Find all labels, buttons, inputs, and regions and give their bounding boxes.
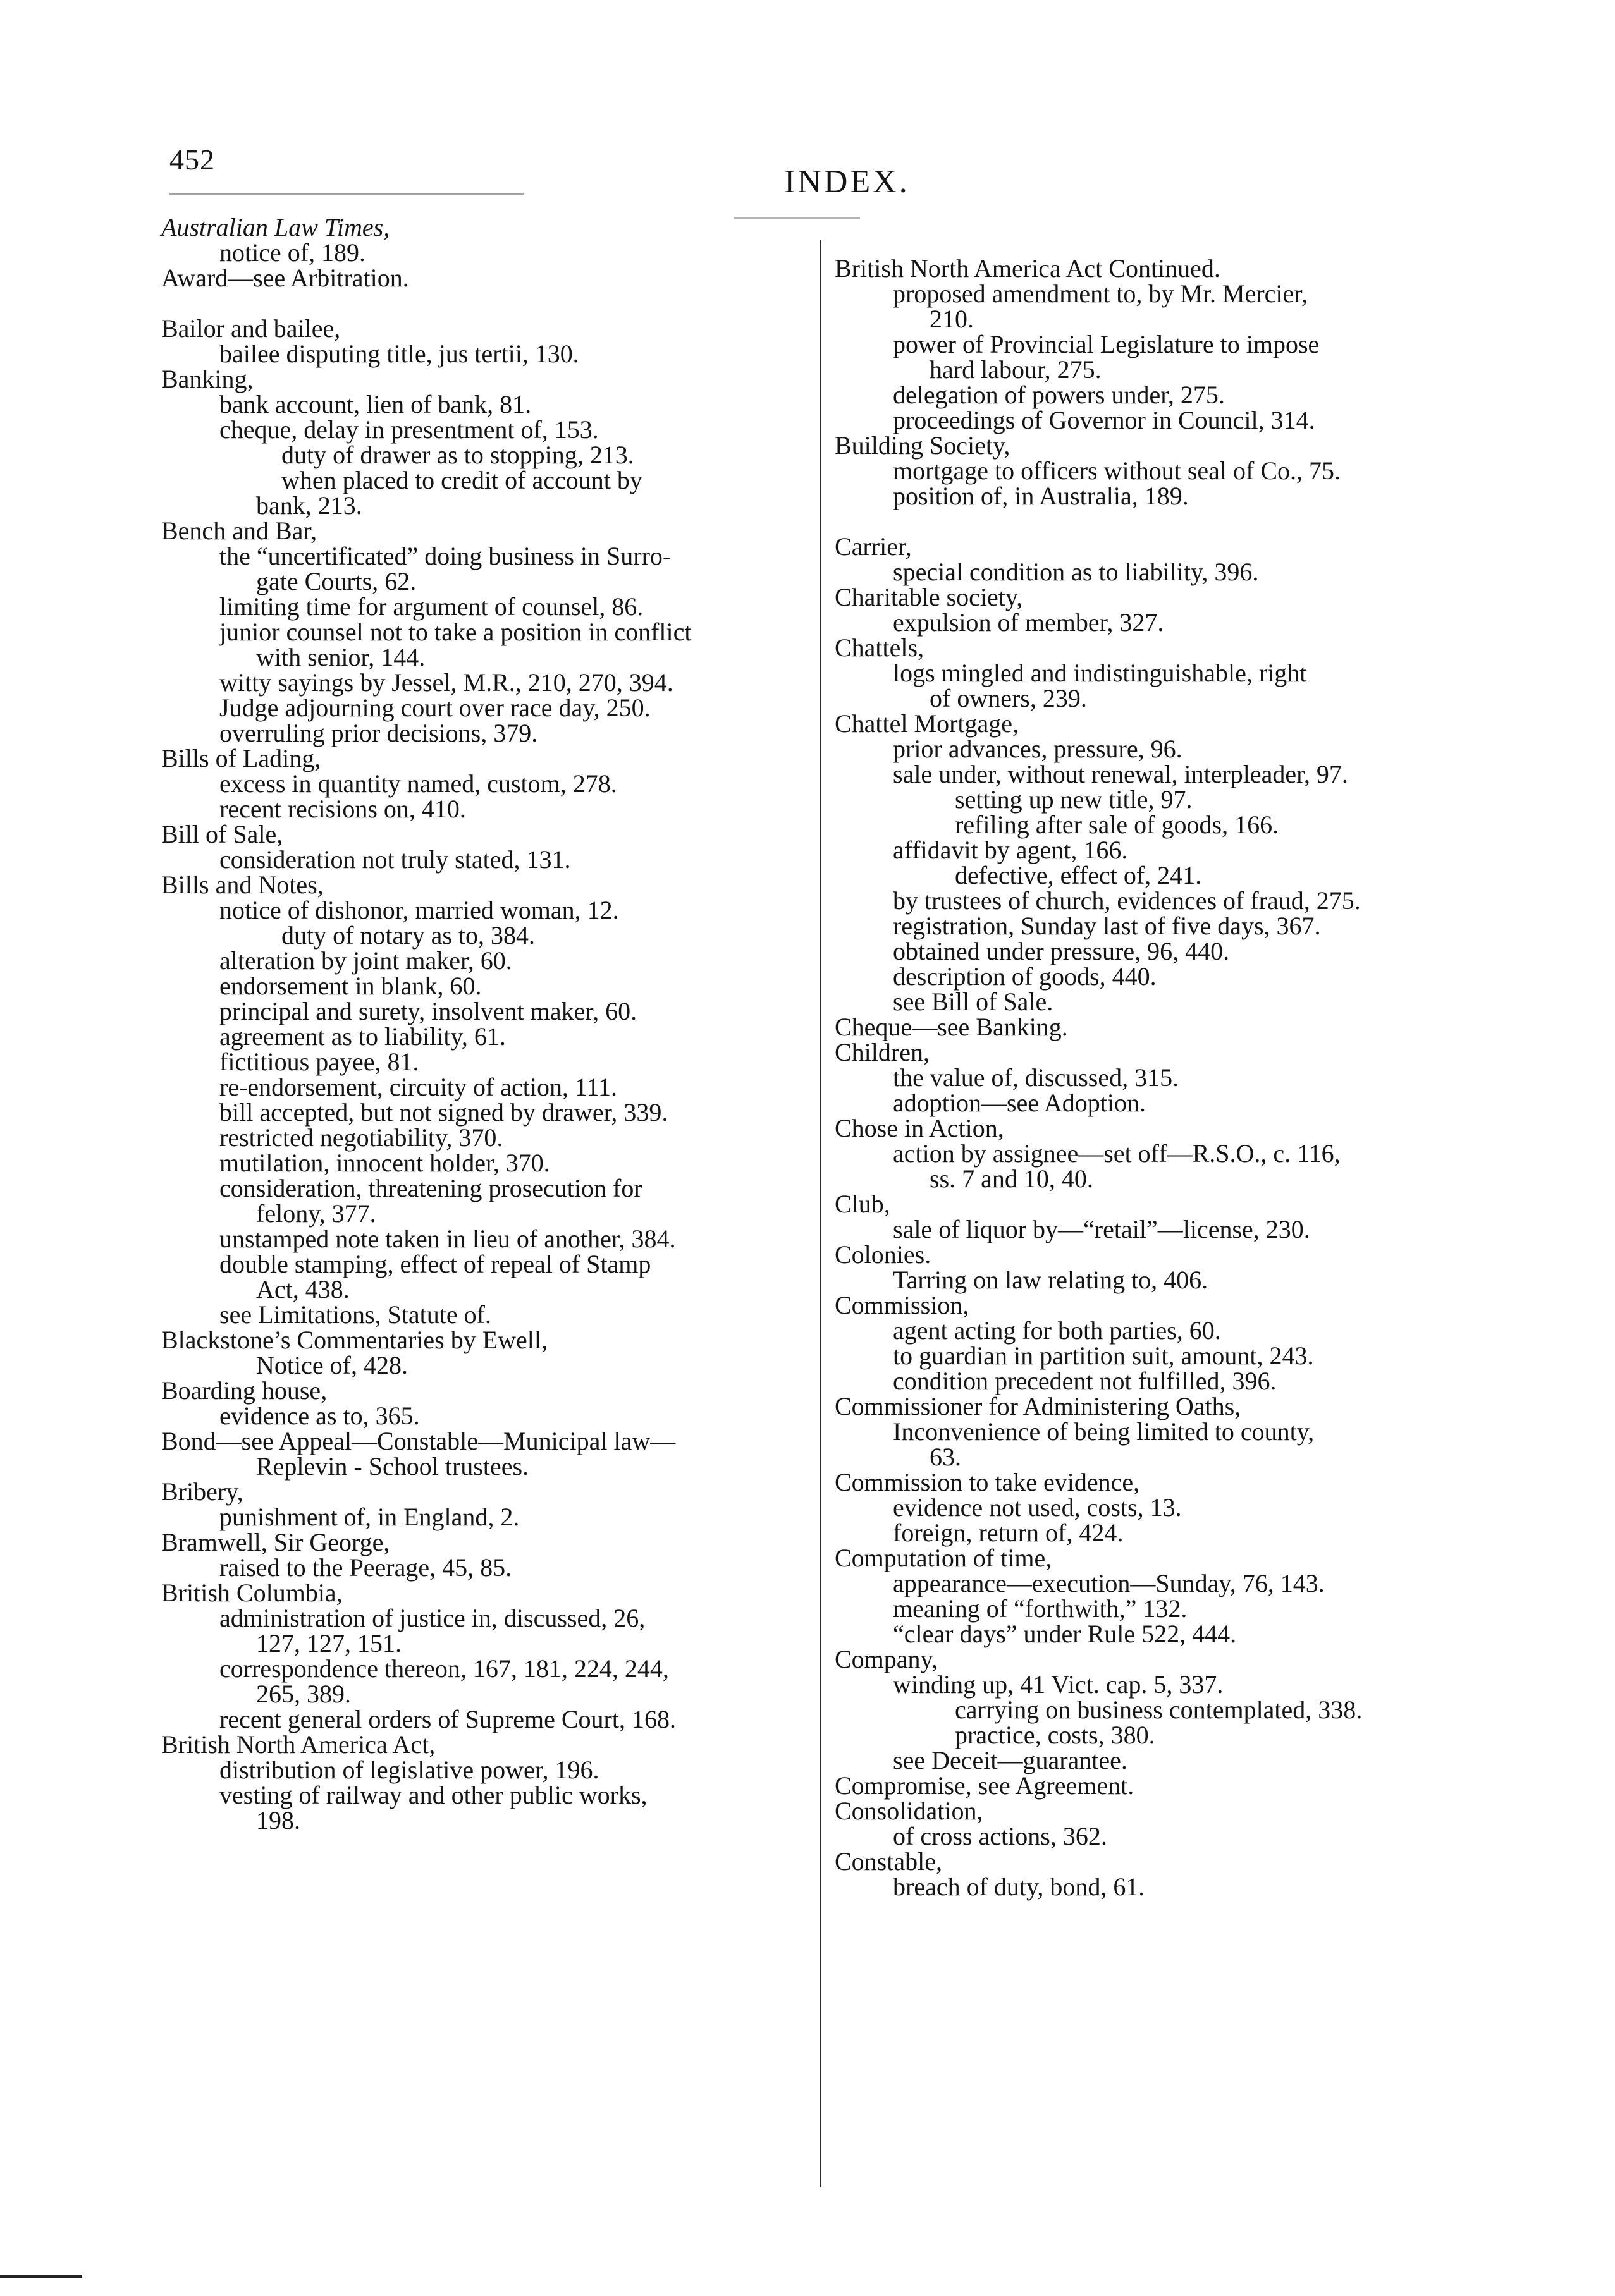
index-subentry: alteration by joint maker, 60. [219,946,512,975]
index-heading: Chose in Action, [835,1114,1004,1142]
index-heading: Club, [835,1190,890,1218]
index-subentry: 210. [930,305,974,333]
index-subentry: special condition as to liability, 396. [893,558,1259,586]
index-subentry: breach of duty, bond, 61. [893,1872,1145,1901]
index-column-right [835,256,1505,1900]
index-heading: Compromise, see Agreement. [835,1771,1134,1800]
index-subentry: defective, effect of, 241. [955,861,1202,889]
index-heading: Bailor and bailee, [161,314,341,343]
index-subentry: see Bill of Sale. [893,987,1053,1016]
index-subentry: notice of, 189. [219,238,366,267]
index-subentry: refiling after sale of goods, 166. [955,810,1279,839]
index-subentry: gate Courts, 62. [256,567,417,595]
index-subentry: action by assignee—set off—R.S.O., c. 116, [893,1139,1341,1168]
index-heading: Charitable society, [835,583,1023,611]
index-subentry: sale under, without renewal, interpleader, 97. [893,760,1348,788]
index-subentry: meaning of “forthwith,” 132. [893,1594,1188,1623]
index-subentry: raised to the Peerage, 45, 85. [219,1553,512,1582]
index-subentry: adoption—see Adoption. [893,1089,1146,1117]
index-subentry: foreign, return of, 424. [893,1518,1124,1547]
index-heading: British North America Act, [161,1730,436,1759]
index-subentry: Inconvenience of being limited to county, [893,1417,1315,1446]
index-heading: Bramwell, Sir George, [161,1528,390,1556]
index-subentry: proposed amendment to, by Mr. Mercier, [893,279,1308,308]
index-subentry: junior counsel not to take a position in conflict [219,618,692,646]
index-subentry: when placed to credit of account by [281,466,642,494]
index-subentry: see Limitations, Statute of. [219,1300,491,1329]
index-heading: Consolidation, [835,1797,983,1825]
index-subentry: of owners, 239. [930,684,1087,712]
index-subentry: delegation of powers under, 275. [893,381,1225,409]
index-subentry: Replevin - School trustees. [256,1452,529,1481]
index-heading: Constable, [835,1847,942,1876]
index-subentry: Judge adjourning court over race day, 250. [219,693,651,722]
index-subentry: agent acting for both parties, 60. [893,1316,1221,1345]
index-subentry: power of Provincial Legislature to impose [893,330,1320,358]
index-subentry: duty of drawer as to stopping, 213. [281,441,634,469]
index-subentry: appearance—execution—Sunday, 76, 143. [893,1569,1325,1597]
index-subentry: bailee disputing title, jus tertii, 130. [219,339,579,368]
index-subentry: bill accepted, but not signed by drawer, 339. [219,1098,668,1127]
index-heading: Award—see Arbitration. [161,264,409,292]
index-subentry: bank account, lien of bank, 81. [219,390,532,418]
index-heading: Boarding house, [161,1376,328,1405]
index-subentry: witty sayings by Jessel, M.R., 210, 270, 394. [219,668,673,697]
index-subentry: winding up, 41 Vict. cap. 5, 337. [893,1670,1224,1699]
index-subentry: vesting of railway and other public works, [219,1781,648,1809]
index-subentry: hard labour, 275. [930,355,1102,384]
index-subentry: agreement as to liability, 61. [219,1022,506,1051]
index-subentry: limiting time for argument of counsel, 86. [219,592,644,621]
index-subentry: punishment of, in England, 2. [219,1503,520,1531]
index-heading: Blackstone’s Commentaries by Ewell, [161,1326,548,1354]
index-subentry: the “uncertificated” doing business in Surro- [219,542,672,570]
index-subentry: proceedings of Governor in Council, 314. [893,406,1315,434]
index-column-left [161,215,819,1833]
index-heading: Colonies. [835,1240,931,1269]
index-heading: Bills of Lading, [161,744,321,772]
index-subentry: re-endorsement, circuity of action, 111. [219,1073,618,1101]
index-subentry: ss. 7 and 10, 40. [930,1164,1093,1193]
index-subentry: 63. [930,1443,961,1471]
index-heading: Bill of Sale, [161,820,283,848]
index-heading: Company, [835,1645,938,1673]
index-subentry: the value of, discussed, 315. [893,1063,1179,1092]
index-heading: Computation of time, [835,1544,1052,1572]
index-heading: Banking, [161,365,254,393]
index-heading: Children, [835,1038,930,1066]
index-heading: Commission, [835,1291,969,1319]
index-heading: Chattel Mortgage, [835,709,1019,738]
index-heading: Commission to take evidence, [835,1468,1140,1496]
column-divider [820,240,821,2187]
index-heading: Chattels, [835,633,924,662]
index-heading: Carrier, [835,532,912,561]
index-subentry: evidence not used, costs, 13. [893,1493,1182,1522]
index-heading: Building Society, [835,431,1010,460]
index-subentry: Act, 438. [256,1275,350,1304]
index-subentry: recent general orders of Supreme Court, 168. [219,1705,676,1733]
index-subentry: expulsion of member, 327. [893,608,1164,637]
index-subentry: position of, in Australia, 189. [893,482,1189,510]
index-subentry: felony, 377. [256,1199,376,1228]
index-subentry: 127, 127, 151. [256,1629,402,1658]
index-subentry: notice of dishonor, married woman, 12. [219,896,619,924]
index-heading: British Columbia, [161,1578,343,1607]
page-number: 452 [169,144,215,176]
index-subentry: recent recisions on, 410. [219,795,466,823]
index-heading: Bond—see Appeal—Constable—Municipal law— [161,1427,676,1455]
index-heading: Bills and Notes, [161,870,324,899]
index-subentry: consideration not truly stated, 131. [219,845,571,874]
index-subentry: to guardian in partition suit, amount, 243. [893,1341,1314,1370]
index-subentry: Notice of, 428. [256,1351,408,1379]
page-title: INDEX. [784,164,910,200]
index-subentry: endorsement in blank, 60. [219,972,482,1000]
index-subentry: by trustees of church, evidences of fraud, 275. [893,886,1361,915]
index-subentry: practice, costs, 380. [955,1721,1155,1749]
index-subentry: with senior, 144. [256,643,426,671]
index-subentry: 198. [256,1806,300,1835]
index-subentry: fictitious payee, 81. [219,1047,419,1076]
index-heading: Cheque—see Banking. [835,1013,1068,1041]
index-subentry: unstamped note taken in lieu of another, 384. [219,1224,676,1253]
index-subentry: overruling prior decisions, 379. [219,719,538,747]
index-heading: Australian Law Times, [161,213,390,241]
index-subentry: affidavit by agent, 166. [893,836,1128,864]
index-subentry: “clear days” under Rule 522, 444. [893,1620,1237,1648]
index-subentry: restricted negotiability, 370. [219,1123,503,1152]
index-subentry: mutilation, innocent holder, 370. [219,1149,550,1177]
index-subentry: carrying on business contemplated, 338. [955,1695,1363,1724]
index-subentry: condition precedent not fulfilled, 396. [893,1367,1277,1395]
page-edge-mark [0,2275,82,2278]
index-heading: Bench and Bar, [161,516,317,545]
index-subentry: see Deceit—guarantee. [893,1746,1127,1774]
index-subentry: obtained under pressure, 96, 440. [893,937,1230,965]
index-heading: British North America Act Continued. [835,254,1220,283]
index-subentry: of cross actions, 362. [893,1822,1107,1850]
index-subentry: registration, Sunday last of five days, 367. [893,912,1321,940]
index-subentry: 265, 389. [256,1680,351,1708]
index-subentry: sale of liquor by—“retail”—license, 230. [893,1215,1310,1243]
index-subentry: distribution of legislative power, 196. [219,1756,599,1784]
index-subentry: duty of notary as to, 384. [281,921,536,950]
index-subentry: evidence as to, 365. [219,1401,420,1430]
header-rule-left [169,193,524,195]
index-subentry: logs mingled and indistinguishable, right [893,659,1307,687]
index-subentry: consideration, threatening prosecution for [219,1174,642,1202]
index-subentry: bank, 213. [256,491,362,520]
index-subentry: excess in quantity named, custom, 278. [219,769,617,798]
index-subentry: prior advances, pressure, 96. [893,735,1182,763]
index-subentry: mortgage to officers without seal of Co., 75. [893,456,1341,485]
index-subentry: double stamping, effect of repeal of Stamp [219,1250,651,1278]
index-subentry: setting up new title, 97. [955,785,1193,814]
index-subentry: correspondence thereon, 167, 181, 224, 244, [219,1654,669,1683]
index-heading: Commissioner for Administering Oaths, [835,1392,1241,1420]
index-subentry: Tarring on law relating to, 406. [893,1266,1208,1294]
index-subentry: principal and surety, insolvent maker, 60. [219,997,637,1025]
entry-spacer [161,291,819,316]
entry-spacer [835,509,1505,534]
index-subentry: cheque, delay in presentment of, 153. [219,415,599,444]
index-heading: Bribery, [161,1477,243,1506]
index-subentry: administration of justice in, discussed, 26, [219,1604,646,1632]
index-subentry: description of goods, 440. [893,962,1157,991]
